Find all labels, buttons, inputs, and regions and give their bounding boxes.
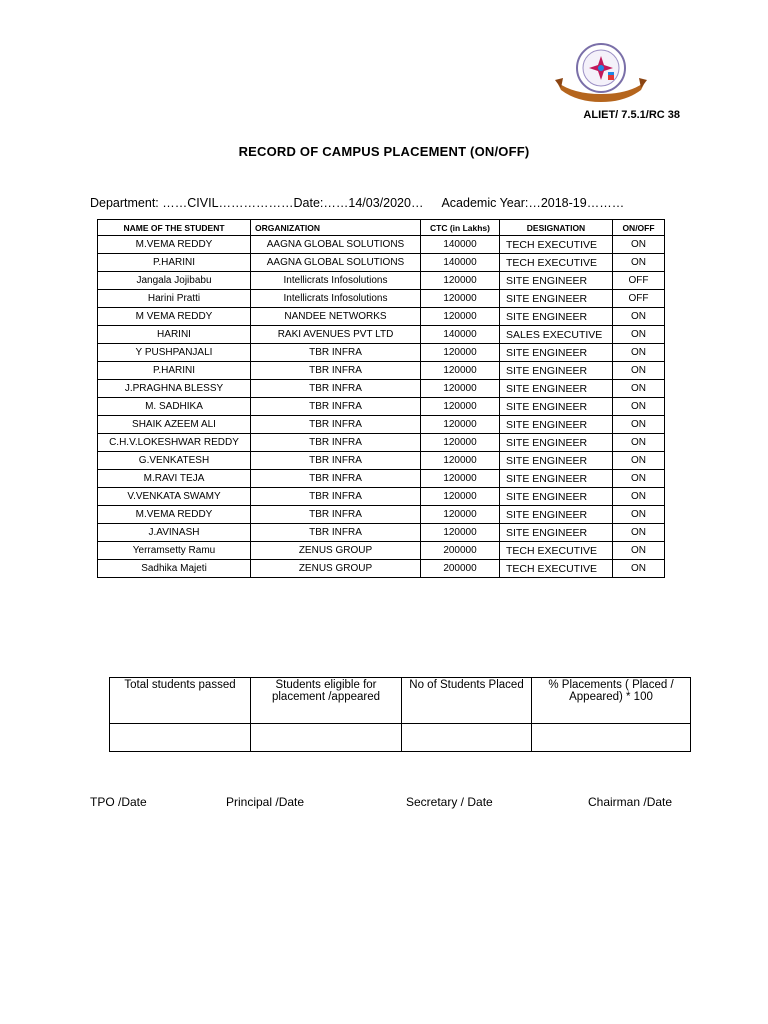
cell-ctc: 120000 (421, 398, 500, 416)
cell-ctc: 120000 (421, 524, 500, 542)
cell-status: ON (613, 470, 665, 488)
summary-cell-eligible (251, 724, 402, 752)
cell-status: OFF (613, 272, 665, 290)
table-row (98, 434, 665, 452)
table-row (98, 308, 665, 326)
cell-organization: TBR INFRA (251, 380, 421, 398)
cell-designation: SITE ENGINEER (500, 506, 613, 524)
summary-cell-total-passed (110, 724, 251, 752)
cell-organization: ZENUS GROUP (251, 560, 421, 578)
signature-tpo: TPO /Date (90, 795, 147, 809)
cell-organization: RAKI AVENUES PVT LTD (251, 326, 421, 344)
cell-student-name: C.H.V.LOKESHWAR REDDY (98, 434, 251, 452)
academic-year-text: Academic Year:…2018-19……… (441, 196, 625, 210)
cell-organization: TBR INFRA (251, 362, 421, 380)
cell-designation: SITE ENGINEER (500, 362, 613, 380)
cell-status: ON (613, 344, 665, 362)
cell-ctc: 120000 (421, 290, 500, 308)
cell-designation: TECH EXECUTIVE (500, 542, 613, 560)
cell-status: ON (613, 452, 665, 470)
cell-ctc: 120000 (421, 308, 500, 326)
col-header-organization: ORGANIZATION (251, 220, 421, 236)
cell-student-name: Yerramsetty Ramu (98, 542, 251, 560)
summary-cell-percent (532, 724, 691, 752)
signature-principal: Principal /Date (226, 795, 305, 809)
col-header-designation: DESIGNATION (500, 220, 613, 236)
table-row (98, 236, 665, 254)
cell-status: ON (613, 560, 665, 578)
table-row (98, 506, 665, 524)
cell-organization: TBR INFRA (251, 506, 421, 524)
cell-status: ON (613, 398, 665, 416)
signature-chairman: Chairman /Date (588, 795, 673, 809)
cell-organization: AAGNA GLOBAL SOLUTIONS (251, 254, 421, 272)
summary-col-percent: % Placements ( Placed / Appeared) * 100 (532, 678, 691, 724)
cell-designation: SITE ENGINEER (500, 470, 613, 488)
cell-status: ON (613, 488, 665, 506)
table-row (98, 542, 665, 560)
cell-designation: SITE ENGINEER (500, 380, 613, 398)
cell-designation: SITE ENGINEER (500, 524, 613, 542)
cell-student-name: Y PUSHPANJALI (98, 344, 251, 362)
cell-ctc: 120000 (421, 470, 500, 488)
cell-ctc: 140000 (421, 254, 500, 272)
col-header-name: NAME OF THE STUDENT (98, 220, 251, 236)
cell-status: OFF (613, 290, 665, 308)
table-row (98, 326, 665, 344)
cell-organization: ZENUS GROUP (251, 542, 421, 560)
cell-status: ON (613, 236, 665, 254)
cell-designation: SITE ENGINEER (500, 308, 613, 326)
cell-status: ON (613, 308, 665, 326)
summary-header-row (110, 678, 691, 724)
cell-organization: Intellicrats Infosolutions (251, 290, 421, 308)
cell-student-name: M.VEMA REDDY (98, 506, 251, 524)
col-header-on-off: ON/OFF (613, 220, 665, 236)
cell-ctc: 120000 (421, 272, 500, 290)
summary-col-placed: No of Students Placed (402, 678, 532, 724)
cell-designation: SITE ENGINEER (500, 452, 613, 470)
cell-ctc: 120000 (421, 434, 500, 452)
cell-status: ON (613, 416, 665, 434)
cell-ctc: 120000 (421, 506, 500, 524)
cell-designation: SITE ENGINEER (500, 416, 613, 434)
signature-secretary: Secretary / Date (406, 795, 493, 809)
placement-summary-table (109, 677, 691, 752)
cell-status: ON (613, 326, 665, 344)
cell-student-name: G.VENKATESH (98, 452, 251, 470)
cell-student-name: HARINI (98, 326, 251, 344)
college-seal-logo (553, 38, 649, 104)
table-row (98, 560, 665, 578)
cell-student-name: P.HARINI (98, 254, 251, 272)
summary-col-eligible: Students eligible for placement /appeared (251, 678, 402, 724)
cell-ctc: 120000 (421, 362, 500, 380)
summary-value-row (110, 724, 691, 752)
col-header-ctc: CTC (in Lakhs) (421, 220, 500, 236)
cell-organization: AAGNA GLOBAL SOLUTIONS (251, 236, 421, 254)
placement-table-header (98, 220, 665, 236)
cell-ctc: 140000 (421, 326, 500, 344)
cell-designation: SITE ENGINEER (500, 272, 613, 290)
summary-cell-placed (402, 724, 532, 752)
cell-ctc: 120000 (421, 452, 500, 470)
table-row (98, 470, 665, 488)
cell-status: ON (613, 524, 665, 542)
cell-status: ON (613, 542, 665, 560)
cell-organization: TBR INFRA (251, 434, 421, 452)
cell-organization: NANDEE NETWORKS (251, 308, 421, 326)
cell-ctc: 120000 (421, 344, 500, 362)
cell-student-name: P.HARINI (98, 362, 251, 380)
department-date-line (90, 196, 626, 210)
cell-ctc: 120000 (421, 416, 500, 434)
cell-designation: TECH EXECUTIVE (500, 560, 613, 578)
placement-table-body (98, 236, 665, 578)
cell-designation: TECH EXECUTIVE (500, 236, 613, 254)
summary-col-total-passed: Total students passed (110, 678, 251, 724)
cell-student-name: J.AVINASH (98, 524, 251, 542)
table-row (98, 344, 665, 362)
cell-student-name: Harini Pratti (98, 290, 251, 308)
cell-ctc: 120000 (421, 488, 500, 506)
cell-status: ON (613, 506, 665, 524)
cell-organization: TBR INFRA (251, 470, 421, 488)
table-row (98, 362, 665, 380)
cell-ctc: 120000 (421, 380, 500, 398)
table-row (98, 254, 665, 272)
page-title: RECORD OF CAMPUS PLACEMENT (ON/OFF) (238, 144, 530, 159)
table-row (98, 380, 665, 398)
cell-organization: TBR INFRA (251, 524, 421, 542)
cell-designation: TECH EXECUTIVE (500, 254, 613, 272)
cell-designation: SITE ENGINEER (500, 488, 613, 506)
cell-status: ON (613, 434, 665, 452)
cell-designation: SALES EXECUTIVE (500, 326, 613, 344)
cell-organization: Intellicrats Infosolutions (251, 272, 421, 290)
placement-table (97, 219, 665, 578)
table-row (98, 398, 665, 416)
cell-student-name: M. SADHIKA (98, 398, 251, 416)
cell-ctc: 200000 (421, 542, 500, 560)
cell-ctc: 200000 (421, 560, 500, 578)
department-date-text: Department: ……CIVIL………………Date:……14/03/2020… (90, 196, 424, 210)
cell-student-name: M.VEMA REDDY (98, 236, 251, 254)
table-row (98, 488, 665, 506)
table-row (98, 272, 665, 290)
cell-designation: SITE ENGINEER (500, 398, 613, 416)
cell-status: ON (613, 254, 665, 272)
cell-student-name: Jangala Jojibabu (98, 272, 251, 290)
cell-ctc: 140000 (421, 236, 500, 254)
cell-student-name: M VEMA REDDY (98, 308, 251, 326)
cell-student-name: SHAIK AZEEM ALI (98, 416, 251, 434)
cell-organization: TBR INFRA (251, 488, 421, 506)
cell-organization: TBR INFRA (251, 398, 421, 416)
cell-organization: TBR INFRA (251, 452, 421, 470)
cell-designation: SITE ENGINEER (500, 290, 613, 308)
document-reference-code: ALIET/ 7.5.1/RC 38 (583, 109, 680, 121)
cell-student-name: J.PRAGHNA BLESSY (98, 380, 251, 398)
table-row (98, 416, 665, 434)
table-row (98, 524, 665, 542)
cell-organization: TBR INFRA (251, 416, 421, 434)
cell-organization: TBR INFRA (251, 344, 421, 362)
table-row (98, 290, 665, 308)
cell-designation: SITE ENGINEER (500, 434, 613, 452)
cell-designation: SITE ENGINEER (500, 344, 613, 362)
cell-student-name: V.VENKATA SWAMY (98, 488, 251, 506)
cell-status: ON (613, 380, 665, 398)
cell-status: ON (613, 362, 665, 380)
table-row (98, 452, 665, 470)
cell-student-name: Sadhika Majeti (98, 560, 251, 578)
cell-student-name: M.RAVI TEJA (98, 470, 251, 488)
